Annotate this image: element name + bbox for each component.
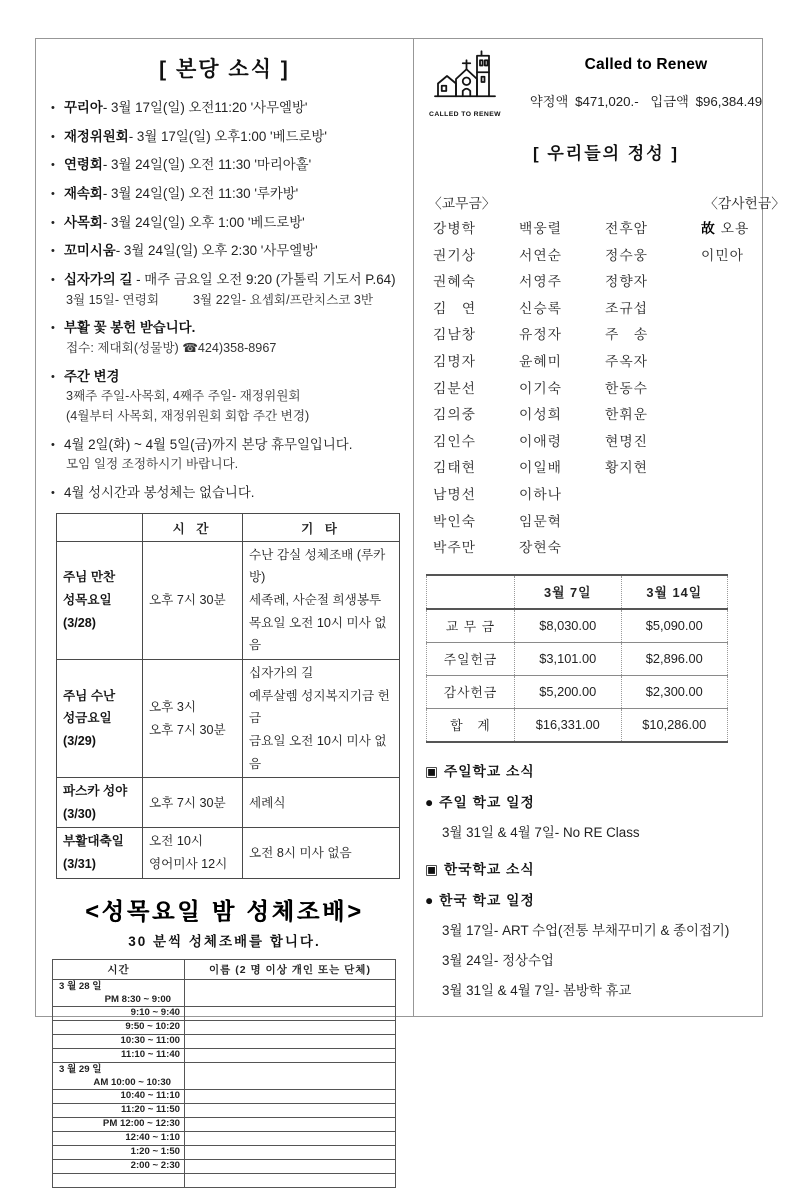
korean-school-header: ▣ 한국학교 소식 — [425, 861, 535, 877]
donor-name: 임문혁 — [519, 513, 562, 529]
bullet-text: - 3월 24일(일) 오전 11:30 '마리아홀' — [102, 157, 312, 173]
parish-news-column — [36, 39, 414, 1172]
bullet-text: - 매주 금요일 오전 9:20 (가톨릭 기도서 P.64) — [132, 272, 396, 288]
bullet-subtext: 모임 일정 조정하시기 바랍니다. — [66, 457, 239, 472]
bullet-text: - 3월 17일(일) 오후1:00 '베드로방' — [128, 128, 327, 144]
bulletin-item — [51, 185, 400, 203]
bullet-marker: • — [51, 188, 55, 201]
finance-row-label: 합 계 — [427, 708, 515, 742]
donor-name: 유정자 — [519, 327, 562, 343]
schedule-table-header — [57, 513, 400, 541]
donor-name: 조규섭 — [605, 300, 648, 316]
bulletin-item — [51, 484, 400, 502]
signup-name-cell — [185, 979, 396, 1006]
signup-name-cell — [185, 1103, 396, 1117]
schedule-time-line: 오후 7시 30분 — [149, 722, 226, 737]
donor-name: 주옥자 — [605, 353, 648, 369]
schedule-day-cell — [57, 659, 143, 777]
schedule-etc-line: 수난 감실 성체조배 (루카방) — [249, 547, 386, 585]
bullet-lead: 꼬미시움 — [64, 243, 116, 259]
parish-news-list — [49, 99, 400, 502]
signup-row — [53, 1159, 396, 1173]
signup-time-line: AM 10:00 ~ 10:30 — [93, 1076, 171, 1088]
bullet-subline — [66, 340, 400, 357]
bulletin-item — [51, 214, 400, 232]
schedule-etc-cell — [243, 659, 400, 777]
schedule-table-body — [57, 541, 400, 878]
adoration-subtitle: 30 분씩 성체조배를 합니다. — [128, 933, 321, 949]
schedule-header-cell: 기 타 — [243, 513, 400, 541]
signup-row — [53, 979, 396, 1006]
donor-name: 이기숙 — [519, 380, 562, 396]
schedule-day-line: (3/31) — [63, 857, 96, 872]
signup-time-cell: 2:00 ~ 2:30 — [53, 1159, 185, 1173]
signup-name-cell — [185, 1145, 396, 1159]
schedule-etc-cell — [243, 778, 400, 828]
signup-time-cell: 9:10 ~ 9:40 — [53, 1006, 185, 1020]
donor-name: 이일배 — [519, 460, 562, 476]
finance-amount-cell: $16,331.00 — [515, 708, 622, 742]
donor-name: 한동수 — [605, 380, 648, 396]
schedule-day-line: 성금요일 — [63, 711, 112, 726]
signup-table-body — [53, 979, 396, 1187]
bullet-text: - 3월 17일(일) 오전11:20 '사무엘방' — [102, 100, 308, 115]
bullet-subtext: 3째주 주일-사목회, 4째주 주일- 재정위원회 — [66, 389, 301, 404]
schedule-time-line: 오전 10시 — [149, 834, 204, 849]
korean-school-lines — [425, 920, 787, 999]
bullet-marker: • — [51, 274, 55, 287]
sunday-school-line: 3월 31일 & 4월 7일- No RE Class — [442, 824, 640, 840]
donor-name: 권혜숙 — [433, 274, 476, 290]
finance-header-row — [427, 575, 728, 609]
signup-header-row — [53, 959, 396, 979]
signup-spacer-row — [53, 1173, 396, 1187]
signup-row — [53, 1062, 396, 1089]
signup-time-wrap — [57, 980, 180, 1006]
finance-row-label: 교 무 금 — [427, 609, 515, 643]
renew-title: Called to Renew — [584, 56, 708, 73]
bullet-lead: 부활 꽃 봉헌 받습니다. — [64, 320, 196, 336]
schedule-day-line: 파스카 성야 — [63, 784, 128, 799]
signup-row — [53, 1034, 396, 1048]
gamsa-label: 〈감사헌금〉 — [704, 196, 785, 211]
signup-time-cell: PM 12:00 ~ 12:30 — [53, 1117, 185, 1131]
bullet-marker: • — [51, 130, 55, 143]
schedule-time-line: 오후 7시 30분 — [149, 592, 226, 607]
donor-name: 주 송 — [605, 327, 649, 343]
donor-name: 권기상 — [433, 247, 476, 263]
offering-section-title: [ 우리들의 정성 ] — [532, 144, 680, 163]
bullet-subline — [66, 456, 400, 473]
schedule-time-cell — [143, 828, 243, 878]
signup-name-cell — [185, 1006, 396, 1020]
schedule-etc-line: 십자가의 길 — [249, 665, 314, 680]
signup-spacer-cell — [53, 1173, 185, 1187]
signup-time-cell: 10:30 ~ 11:00 — [53, 1034, 185, 1048]
donor-name: 정수웅 — [605, 247, 648, 263]
church-logo-icon — [432, 47, 498, 105]
donor-name: 전후암 — [605, 221, 648, 236]
signup-time-line: PM 8:30 ~ 9:00 — [104, 993, 171, 1005]
schedule-time-cell — [143, 659, 243, 777]
bullet-subtext: 3월 22일- 요셉회/프란치스코 3반 — [193, 292, 374, 307]
bullet-text: - 3월 24일(일) 오후 2:30 '사무엘방' — [115, 243, 318, 259]
finance-table-body — [427, 609, 728, 742]
bullet-subtext: 접수: 제대회(성물방) ☎424)358-8967 — [66, 341, 277, 356]
finance-amount-cell: $8,030.00 — [515, 609, 622, 643]
signup-row — [53, 1131, 396, 1145]
schedule-etc-cell — [243, 541, 400, 659]
donor-name: 김의중 — [433, 407, 476, 423]
korean-school-subheader: ● 한국 학교 일정 — [425, 892, 535, 908]
donor-name: 남명선 — [433, 486, 476, 502]
donor-name: 서영주 — [519, 274, 562, 290]
donor-name: 김명자 — [433, 353, 476, 369]
donor-name: 황지현 — [605, 460, 648, 476]
signup-header-cell: 시간 — [53, 959, 185, 979]
donor-name-column — [433, 216, 519, 562]
schedule-row — [57, 541, 400, 659]
donor-name: 김인수 — [433, 433, 476, 449]
bullet-lead: 연령회 — [64, 157, 103, 173]
schedule-time-line: 오후 7시 30분 — [149, 795, 226, 810]
schedule-day-cell — [57, 828, 143, 878]
donor-name-column — [605, 216, 691, 562]
logo-caption: CALLED TO RENEW — [429, 111, 501, 118]
signup-row — [53, 1145, 396, 1159]
bullet-marker: • — [51, 322, 55, 335]
donor-name: 장현숙 — [519, 540, 562, 556]
bulletin-item — [51, 271, 400, 308]
finance-amount-cell: $2,300.00 — [621, 675, 728, 708]
gyomugeum-label: 〈교무금〉 — [428, 196, 496, 211]
donor-name: 이성희 — [519, 407, 562, 423]
signup-row — [53, 1006, 396, 1020]
deposit-label: 입금액 — [650, 94, 689, 109]
renew-info — [505, 47, 787, 110]
bullet-lead: 재정위원회 — [64, 128, 129, 144]
pledged-label: 약정액 — [529, 94, 569, 109]
schedule-time-cell — [143, 778, 243, 828]
bullet-marker: • — [51, 216, 55, 229]
bullet-marker: • — [51, 438, 55, 451]
bullet-lead: 재속회 — [64, 186, 103, 202]
korean-school-line: 3월 31일 & 4월 7일- 봄방학 휴교 — [442, 982, 632, 998]
schedule-time-line: 영어미사 12시 — [149, 857, 228, 872]
gamsa-name-column — [691, 216, 787, 562]
schedule-etc-line: 세족례, 사순절 희생봉투 — [249, 592, 382, 607]
signup-name-cell — [185, 1020, 396, 1034]
finance-row — [427, 609, 728, 643]
bullet-subline — [66, 388, 400, 405]
donor-name: 이하나 — [519, 486, 562, 502]
signup-name-cell — [185, 1089, 396, 1103]
schedule-day-line: (3/28) — [63, 615, 96, 630]
signup-time-cell: 12:40 ~ 1:10 — [53, 1131, 185, 1145]
finance-row — [427, 708, 728, 742]
schedule-day-line: (3/30) — [63, 806, 96, 821]
pledged-amount: $471,020.- — [575, 94, 639, 109]
bullet-marker: • — [51, 370, 55, 383]
signup-time-cell: 1:20 ~ 1:50 — [53, 1145, 185, 1159]
adoration-title: <성목요일 밤 성체조배> — [85, 897, 364, 924]
finance-amount-cell: $5,090.00 — [621, 609, 728, 643]
bullet-lead: 사목회 — [64, 214, 103, 230]
schedule-row — [57, 659, 400, 777]
finance-row-label: 감사헌금 — [427, 675, 515, 708]
signup-time-cell — [53, 979, 185, 1006]
bullet-text: - 3월 24일(일) 오전 11:30 '루카방' — [102, 186, 299, 202]
korean-school-line: 3월 17일- ART 수업(전통 부채꾸미기 & 종이접기) — [442, 922, 730, 938]
finance-header-cell: 3월 7일 — [515, 575, 622, 609]
signup-name-cell — [185, 1048, 396, 1062]
bulletin-item — [51, 156, 400, 174]
signup-row — [53, 1117, 396, 1131]
bullet-subtext: (4월부터 사목회, 재정위원회 회합 주간 변경) — [66, 409, 310, 424]
finance-row-label: 주일헌금 — [427, 642, 515, 675]
called-to-renew-section — [425, 47, 787, 118]
bulletin-item — [51, 319, 400, 356]
finance-amount-cell: $10,286.00 — [621, 708, 728, 742]
bullet-subline — [66, 408, 400, 425]
schedule-etc-line: 오전 8시 미사 없음 — [249, 845, 352, 860]
finance-amount-cell: $2,896.00 — [621, 642, 728, 675]
signup-table-header — [53, 959, 396, 979]
bullet-text: - 3월 24일(일) 오후 1:00 '베드로방' — [102, 214, 305, 230]
bulletin-page-frame — [35, 38, 785, 1172]
signup-name-cell — [185, 1117, 396, 1131]
weekly-finance-table — [426, 574, 728, 743]
bullet-subtext: 3월 15일- 연령회 — [66, 292, 160, 307]
signup-name-cell — [185, 1062, 396, 1089]
sunday-school-header: ▣ 주일학교 소식 — [425, 763, 535, 779]
signup-header-cell: 이름 (2 명 이상 개인 또는 단체) — [185, 959, 396, 979]
signup-date-line: 3 월 28 일 — [59, 980, 102, 992]
bullet-marker: • — [51, 159, 55, 172]
schedule-day-line: 부활대축일 — [63, 834, 124, 849]
finance-row — [427, 642, 728, 675]
finance-header-cell — [427, 575, 515, 609]
called-to-renew-logo — [425, 47, 505, 118]
schedule-time-cell — [143, 541, 243, 659]
signup-time-cell: 10:40 ~ 11:10 — [53, 1089, 185, 1103]
bullet-lead: 꾸리아 — [64, 100, 103, 115]
signup-row — [53, 1089, 396, 1103]
schedule-time-line: 오후 3시 — [149, 699, 196, 714]
bullet-text: 4월 성시간과 봉성체는 없습니다. — [64, 484, 255, 500]
sunday-school-subheader: ● 주일 학교 일정 — [425, 794, 535, 810]
offering-group-labels — [428, 192, 785, 212]
stewardship-column — [414, 39, 791, 1016]
donor-name: 김태현 — [433, 460, 476, 476]
signup-time-cell: 11:10 ~ 11:40 — [53, 1048, 185, 1062]
signup-time-cell: 11:20 ~ 11:50 — [53, 1103, 185, 1117]
korean-school-line: 3월 24일- 정상수업 — [442, 952, 554, 968]
schedule-day-line: 성목요일 — [63, 592, 112, 607]
schedule-header-cell — [57, 513, 143, 541]
signup-name-cell — [185, 1159, 396, 1173]
renew-amounts — [505, 91, 787, 110]
donor-name: 한휘운 — [605, 407, 648, 423]
donor-names-grid — [433, 216, 787, 562]
bullet-lead: 십자가의 길 — [64, 272, 133, 288]
finance-header-cell: 3월 14일 — [621, 575, 728, 609]
bulletin-item — [51, 242, 400, 260]
memorial-prefix: 故 — [701, 221, 716, 236]
donor-name: 현명진 — [605, 433, 648, 449]
adoration-signup-table — [52, 959, 396, 1188]
bulletin-item — [51, 128, 400, 146]
schedule-day-cell — [57, 778, 143, 828]
parish-news-title: [ 본당 소식 ] — [159, 58, 290, 81]
signup-time-cell: 9:50 ~ 10:20 — [53, 1020, 185, 1034]
finance-table-header — [427, 575, 728, 609]
schedule-header-row — [57, 513, 400, 541]
donor-name: 윤혜미 — [519, 353, 562, 369]
donor-name: 정향자 — [605, 274, 648, 290]
schedule-row — [57, 778, 400, 828]
schedule-header-cell: 시 간 — [143, 513, 243, 541]
signup-spacer-cell — [185, 1173, 396, 1187]
bulletin-item — [51, 99, 400, 117]
donor-name: 강병학 — [433, 221, 476, 236]
donor-name: 김남창 — [433, 327, 476, 343]
donor-name-column — [519, 216, 605, 562]
donor-name: 故 오용 — [701, 221, 750, 236]
signup-row — [53, 1020, 396, 1034]
schedule-row — [57, 828, 400, 878]
donor-name: 박인숙 — [433, 513, 476, 529]
schedule-day-line: 주님 만찬 — [63, 570, 116, 585]
signup-row — [53, 1048, 396, 1062]
signup-name-cell — [185, 1131, 396, 1145]
holy-week-schedule-table — [56, 513, 400, 879]
bullet-marker: • — [51, 245, 55, 258]
donor-name: 김분선 — [433, 380, 476, 396]
bullet-text: 4월 2일(화) ~ 4월 5일(금)까지 본당 휴무일입니다. — [64, 436, 353, 452]
signup-date-line: 3 월 29 일 — [59, 1063, 102, 1075]
schedule-etc-line: 금요일 오전 10시 미사 없음 — [249, 733, 387, 771]
bulletin-item — [51, 368, 400, 425]
bullet-lead: 주간 변경 — [64, 368, 120, 384]
sunday-school-section — [425, 760, 787, 841]
finance-amount-cell: $5,200.00 — [515, 675, 622, 708]
donor-name: 박주만 — [433, 540, 476, 556]
schedule-day-cell — [57, 541, 143, 659]
schedule-etc-line: 목요일 오전 10시 미사 없음 — [249, 615, 387, 653]
signup-row — [53, 1103, 396, 1117]
signup-time-cell — [53, 1062, 185, 1089]
donor-name: 백웅렬 — [519, 221, 562, 236]
donor-name: 신승록 — [519, 300, 562, 316]
bullet-subline — [66, 292, 400, 309]
donor-name: 김 연 — [433, 300, 477, 316]
donor-name: 서연순 — [519, 247, 562, 263]
schedule-day-line: (3/29) — [63, 733, 96, 748]
signup-time-wrap — [57, 1063, 180, 1089]
schedule-etc-cell — [243, 828, 400, 878]
deposit-amount: $96,384.49 — [695, 94, 763, 109]
signup-name-cell — [185, 1034, 396, 1048]
sunday-school-lines — [425, 822, 787, 841]
bulletin-item — [51, 436, 400, 473]
korean-school-section — [425, 858, 787, 999]
finance-amount-cell: $3,101.00 — [515, 642, 622, 675]
bullet-marker: • — [51, 102, 55, 114]
schedule-day-line: 주님 수난 — [63, 688, 116, 703]
schedule-etc-line: 세례식 — [249, 795, 286, 810]
donor-name: 이애령 — [519, 433, 562, 449]
bullet-marker: • — [51, 486, 55, 499]
donor-name: 이민아 — [701, 247, 744, 263]
schedule-etc-line: 예루살렘 성지복지기금 헌금 — [249, 688, 390, 726]
finance-row — [427, 675, 728, 708]
